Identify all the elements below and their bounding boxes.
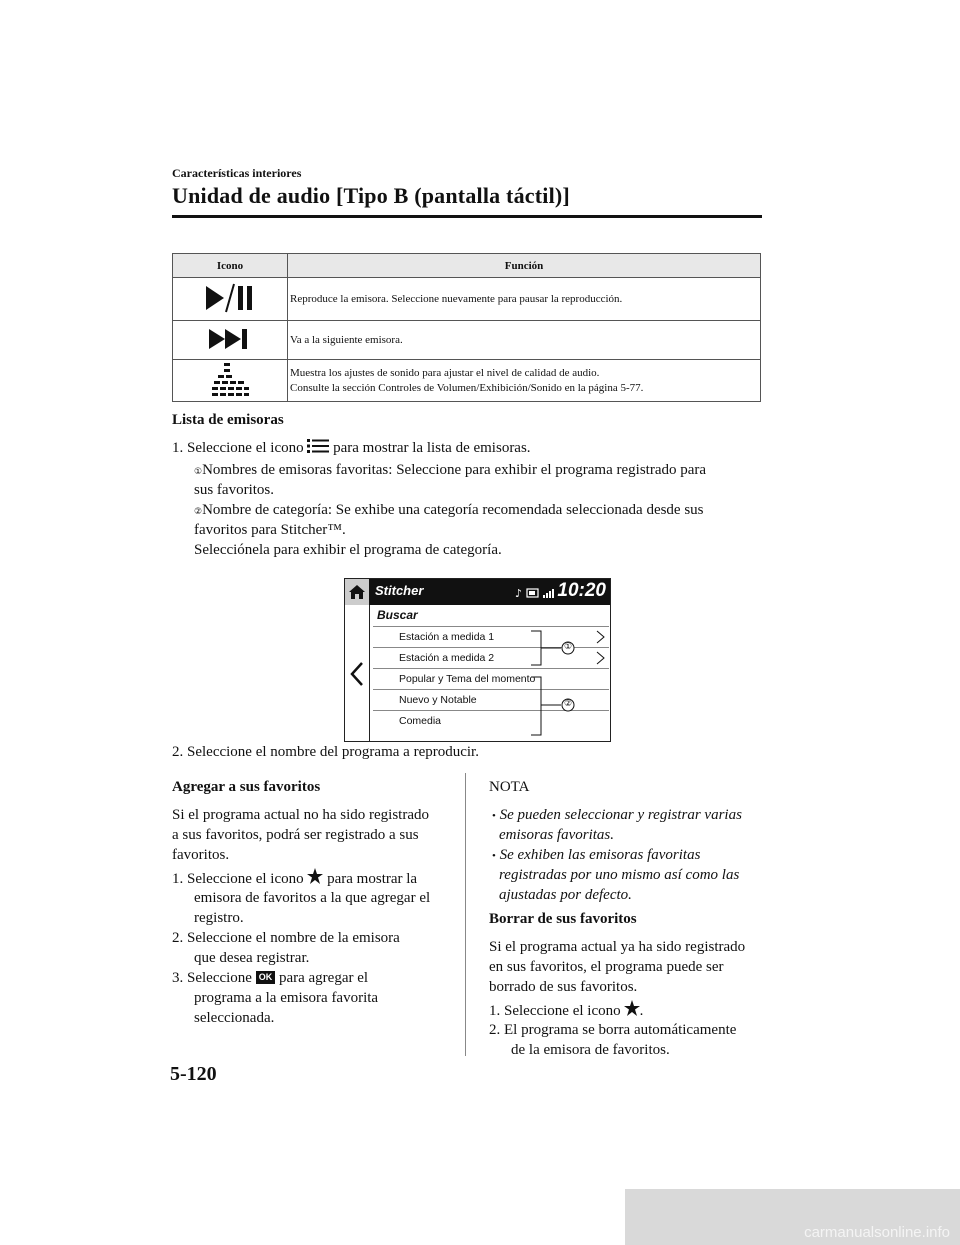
paragraph-line: favoritos. bbox=[172, 847, 230, 863]
play-pause-icon bbox=[202, 282, 258, 314]
column-divider bbox=[465, 773, 466, 1056]
note-text: registradas por uno mismo así como las bbox=[499, 867, 740, 883]
page-title: Unidad de audio [Tipo B (pantalla táctil)] bbox=[172, 183, 570, 208]
category-row-label: Nuevo y Notable bbox=[399, 694, 477, 706]
delete-favorites-heading: Borrar de sus favoritos bbox=[489, 911, 637, 927]
station-row-label: Estación a medida 2 bbox=[399, 652, 495, 664]
step-2: 2. Seleccione el nombre del programa a reproducir. bbox=[172, 744, 479, 760]
paragraph-line: Si el programa actual ya ha sido registrado bbox=[489, 939, 746, 955]
icon-function-table bbox=[172, 253, 761, 402]
table-header-row bbox=[173, 254, 761, 278]
step-1 bbox=[172, 438, 531, 459]
paragraph-line: Si el programa actual no ha sido registrado bbox=[172, 807, 430, 823]
paragraph-line: programa a la emisora favorita bbox=[194, 990, 379, 1006]
note-text: ajustadas por defecto. bbox=[499, 887, 632, 903]
icon-cell bbox=[173, 278, 288, 321]
table-row bbox=[173, 360, 761, 402]
add-step-2: 2. Seleccione el nombre de la emisora bbox=[172, 930, 400, 946]
paragraph-line: que desea registrar. bbox=[194, 950, 310, 966]
bullet: • bbox=[492, 850, 496, 862]
star-icon bbox=[624, 1000, 640, 1016]
note-heading: NOTA bbox=[489, 779, 530, 795]
note-text: emisoras favoritas. bbox=[499, 827, 615, 843]
section-label: Características interiores bbox=[172, 166, 302, 180]
page-number: 5-120 bbox=[170, 1063, 217, 1085]
station-list-heading: Lista de emisoras bbox=[172, 412, 284, 428]
step-text: . bbox=[639, 1003, 644, 1019]
note-line: Nombres de emisoras favoritas: Seleccione para exhibir el programa registrado para bbox=[202, 462, 707, 478]
callout-lines bbox=[345, 579, 610, 741]
col-header-icon: Icono bbox=[173, 254, 288, 278]
add-step-3 bbox=[172, 968, 368, 989]
step-1-pre: 1. Seleccione el icono bbox=[172, 440, 304, 456]
icon-cell bbox=[173, 360, 288, 402]
ok-button-icon: OK bbox=[256, 971, 276, 984]
paragraph-line: registro. bbox=[194, 910, 244, 926]
step-text: para mostrar la bbox=[327, 871, 418, 887]
note-line: favoritos para Stitcher™. bbox=[194, 522, 346, 538]
function-text-line: Muestra los ajustes de sonido para ajustar el nivel de calidad de audio. bbox=[290, 366, 600, 379]
callout-2: ② bbox=[564, 699, 573, 709]
function-text bbox=[288, 360, 761, 402]
note-line: Selecciónela para exhibir el programa de categoría. bbox=[194, 542, 502, 558]
note-text: Se exhiben las emisoras favoritas bbox=[499, 847, 701, 863]
svg-text:♪: ♪ bbox=[515, 587, 523, 600]
station-row-label: Estación a medida 1 bbox=[399, 631, 495, 643]
add-favorites-heading: Agregar a sus favoritos bbox=[172, 779, 321, 795]
paragraph-line: en sus favoritos, el programa puede ser bbox=[489, 959, 724, 975]
step-text: para agregar el bbox=[278, 970, 369, 986]
step-text: 1. Seleccione el icono bbox=[489, 1003, 621, 1019]
watermark-banner bbox=[625, 1189, 960, 1245]
note-text: Se pueden seleccionar y registrar varias bbox=[499, 807, 742, 823]
paragraph-line: seleccionada. bbox=[194, 1010, 275, 1026]
title-divider bbox=[172, 215, 762, 218]
step-text: 3. Seleccione bbox=[172, 970, 252, 986]
delete-step-1 bbox=[489, 1000, 643, 1022]
star-icon bbox=[307, 868, 323, 884]
note-line: Nombre de categoría: Se exhibe una categoría recomendada seleccionada desde sus bbox=[202, 502, 704, 518]
step-text: 1. Seleccione el icono bbox=[172, 871, 304, 887]
category-row-label: Popular y Tema del momento bbox=[399, 673, 536, 685]
search-label[interactable]: Buscar bbox=[377, 608, 418, 622]
table-row bbox=[173, 321, 761, 360]
stitcher-screen-illustration bbox=[344, 578, 611, 742]
watermark-text: carmanualsonline.info bbox=[804, 1224, 950, 1241]
note-bullet-1 bbox=[492, 805, 742, 827]
col-header-function: Función bbox=[288, 254, 761, 278]
bullet: • bbox=[492, 810, 496, 822]
callout-1-marker: ① bbox=[194, 467, 203, 477]
paragraph-line: borrado de sus favoritos. bbox=[489, 979, 638, 995]
equalizer-icon bbox=[210, 361, 250, 397]
table-row bbox=[173, 278, 761, 321]
step-1-post: para mostrar la lista de emisoras. bbox=[333, 440, 531, 456]
function-text-line: Consulte la sección Controles de Volumen/Exhibición/Sonido en la página 5-77. bbox=[290, 381, 644, 394]
paragraph-line: de la emisora de favoritos. bbox=[511, 1042, 670, 1058]
function-text: Reproduce la emisora. Seleccione nuevamente para pausar la reproducción. bbox=[288, 278, 761, 321]
skip-next-icon bbox=[207, 327, 253, 351]
delete-step-2: 2. El programa se borra automáticamente bbox=[489, 1022, 737, 1038]
paragraph-line: a sus favoritos, podrá ser registrado a sus bbox=[172, 827, 419, 843]
screen-clock: 10:20 bbox=[557, 580, 606, 601]
note-bullet-2 bbox=[492, 845, 700, 867]
paragraph-line: emisora de favoritos a la que agregar el bbox=[194, 890, 431, 906]
icon-cell bbox=[173, 321, 288, 360]
screen-app-title: Stitcher bbox=[375, 583, 424, 598]
add-step-1 bbox=[172, 868, 417, 890]
category-row-label: Comedia bbox=[399, 715, 442, 727]
callout-1: ① bbox=[564, 642, 573, 652]
function-text: Va a la siguiente emisora. bbox=[288, 321, 761, 360]
list-icon bbox=[307, 438, 329, 454]
note-line: sus favoritos. bbox=[194, 482, 274, 498]
callout-2-marker: ② bbox=[194, 507, 203, 517]
